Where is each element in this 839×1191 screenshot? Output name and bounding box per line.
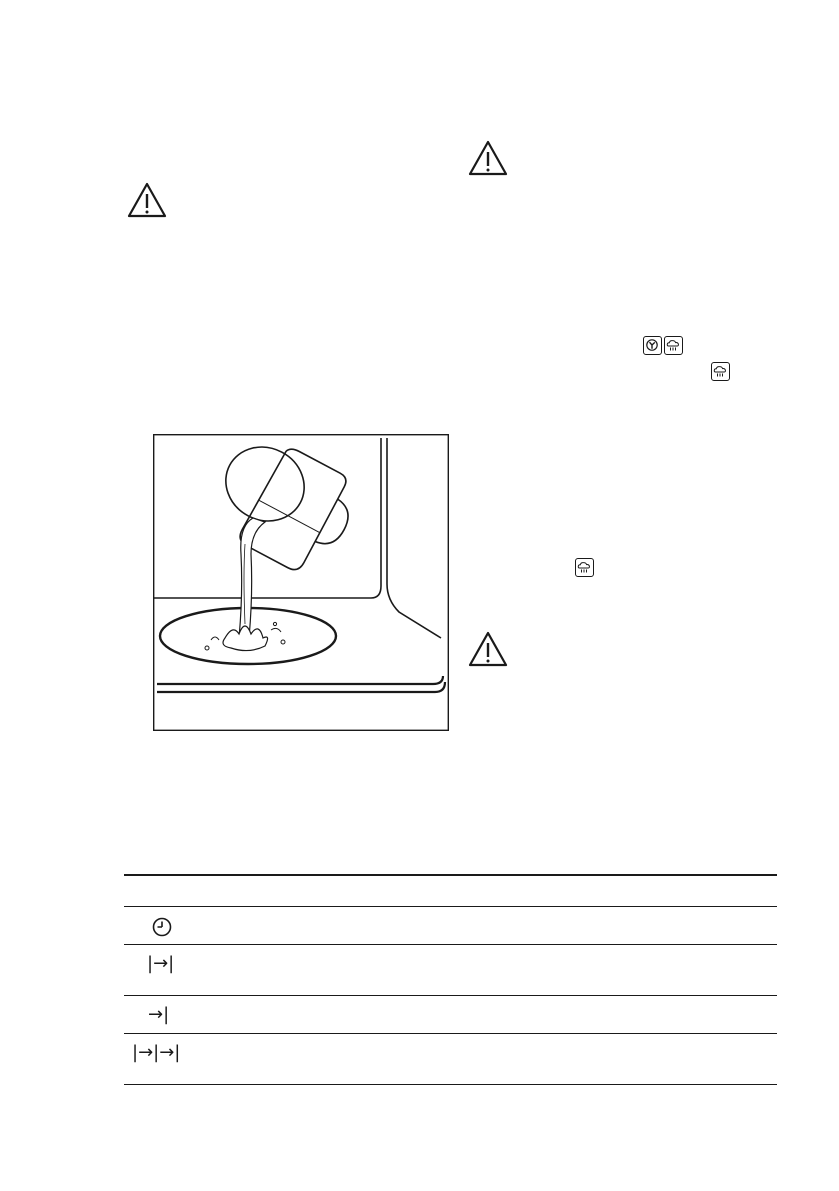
- table-row: [124, 908, 777, 944]
- steam-icon: [711, 362, 730, 381]
- fan-steam-icon: [643, 336, 662, 355]
- end-icon: →|: [148, 1004, 170, 1025]
- table-rule: [124, 1084, 777, 1085]
- water-pouring-illustration: [153, 434, 449, 731]
- table-row: [124, 1035, 777, 1085]
- time-delay-icon: |→|→|: [132, 1042, 181, 1063]
- time-functions-table: [124, 874, 777, 1086]
- table-row: [124, 997, 777, 1033]
- steam-icon: [664, 336, 683, 355]
- warning-triangle-icon: [127, 182, 167, 218]
- table-row: [124, 946, 777, 996]
- clock-icon: [151, 916, 173, 938]
- duration-icon: |→|: [147, 953, 175, 974]
- warning-triangle-icon: [468, 631, 508, 667]
- warning-triangle-icon: [468, 140, 508, 176]
- steam-icon: [575, 558, 594, 577]
- table-top-rule: [124, 874, 777, 876]
